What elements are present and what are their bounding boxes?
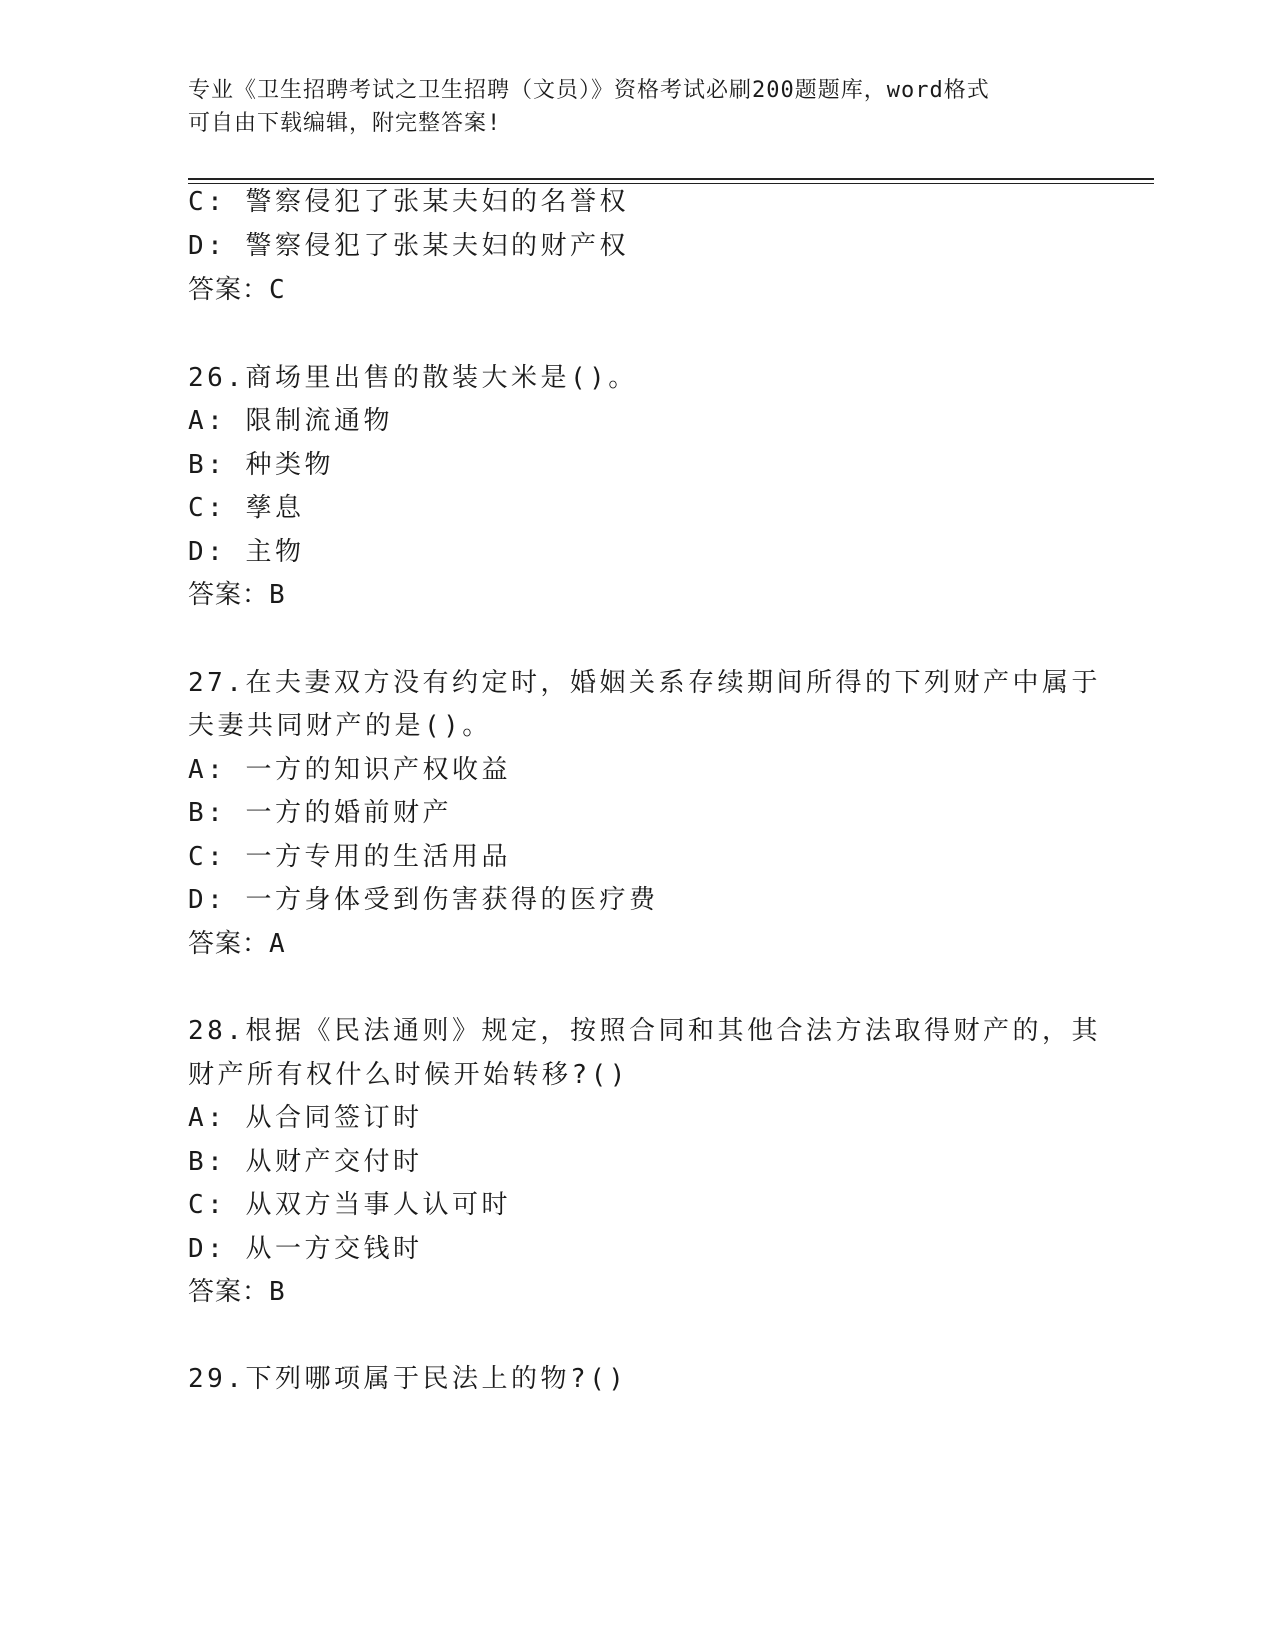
q27-answer: 答案：A xyxy=(188,929,286,959)
q28-stem-line-2: 财产所有权什么时候开始转移?() xyxy=(188,1060,629,1090)
document-header xyxy=(188,74,1068,140)
q27-stem-line-1: 27.在夫妻双方没有约定时，婚姻关系存续期间所得的下列财产中属于 xyxy=(188,668,1101,698)
q28-option-a: A: 从合同签订时 xyxy=(188,1103,423,1133)
q26-option-a: A: 限制流通物 xyxy=(188,406,393,436)
q27-option-a: A: 一方的知识产权收益 xyxy=(188,755,511,785)
q26-option-c: C: 孳息 xyxy=(188,493,305,523)
header-line-1: 专业《卫生招聘考试之卫生招聘（文员）》资格考试必刷200题题库，word格式 xyxy=(188,78,990,103)
prev-option-d: D: 警察侵犯了张某夫妇的财产权 xyxy=(188,231,629,261)
q28-option-c: C: 从双方当事人认可时 xyxy=(188,1190,511,1220)
q28-option-b: B: 从财产交付时 xyxy=(188,1147,423,1177)
q27-stem-line-2: 夫妻共同财产的是()。 xyxy=(188,711,492,741)
q27-option-d: D: 一方身体受到伤害获得的医疗费 xyxy=(188,885,659,915)
q26-option-d: D: 主物 xyxy=(188,537,305,567)
q26-stem: 26.商场里出售的散装大米是()。 xyxy=(188,363,638,393)
prev-option-c: C: 警察侵犯了张某夫妇的名誉权 xyxy=(188,187,629,217)
q27-option-b: B: 一方的婚前财产 xyxy=(188,798,452,828)
header-line-2: 可自由下载编辑，附完整答案! xyxy=(188,111,502,136)
prev-answer: 答案：C xyxy=(188,275,286,305)
q29-stem: 29.下列哪项属于民法上的物?() xyxy=(188,1364,628,1394)
q26-answer: 答案：B xyxy=(188,580,286,610)
q26-option-b: B: 种类物 xyxy=(188,450,334,480)
q28-answer: 答案：B xyxy=(188,1277,286,1307)
q28-stem-line-1: 28.根据《民法通则》规定，按照合同和其他合法方法取得财产的，其 xyxy=(188,1016,1101,1046)
header-divider-thick xyxy=(188,178,1154,180)
q28-option-d: D: 从一方交钱时 xyxy=(188,1234,423,1264)
q27-option-c: C: 一方专用的生活用品 xyxy=(188,842,511,872)
header-divider-thin xyxy=(188,183,1154,184)
